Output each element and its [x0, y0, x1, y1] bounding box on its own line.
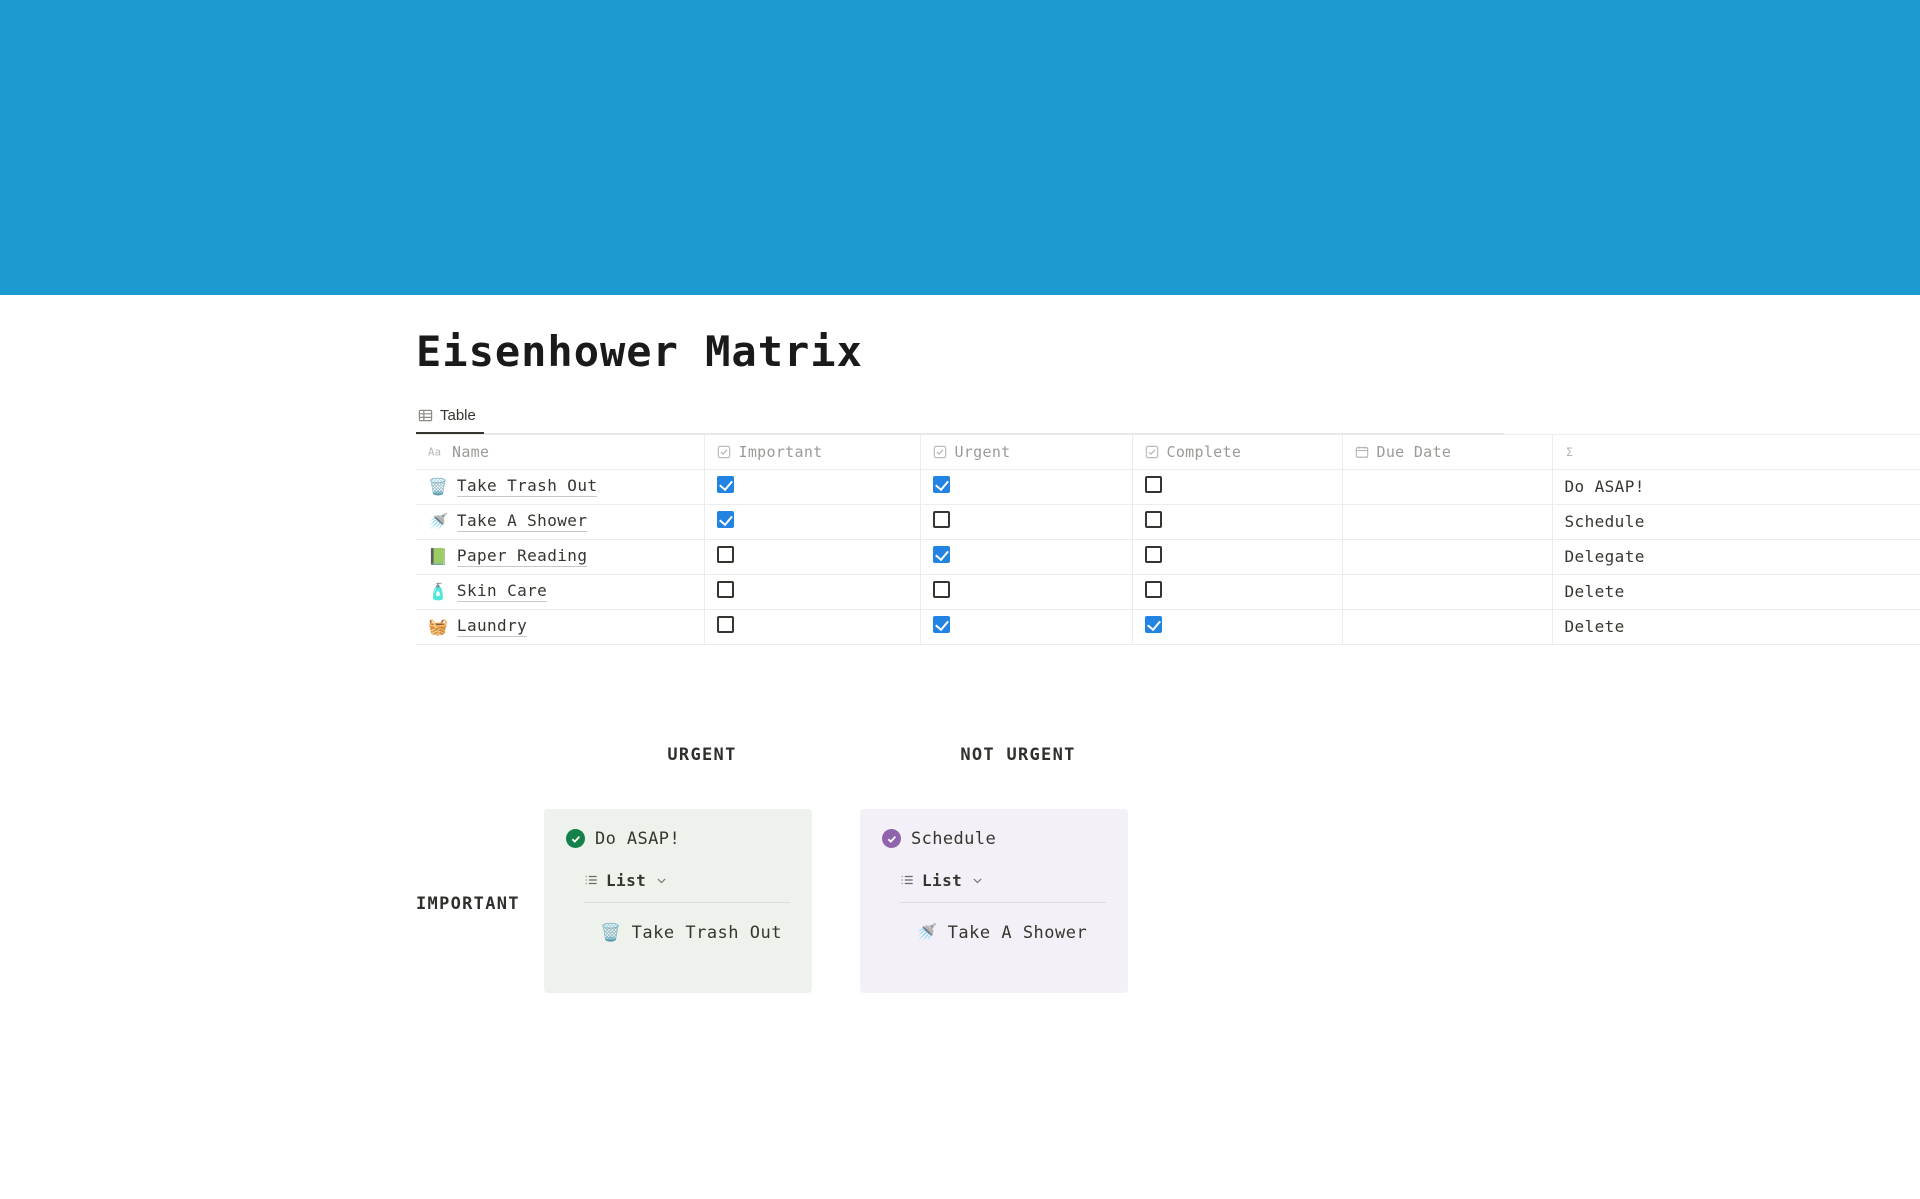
complete-checkbox[interactable] — [1145, 511, 1162, 528]
table-row[interactable] — [416, 539, 1920, 574]
column-header-urgent[interactable] — [920, 434, 1132, 469]
group-label: List — [922, 870, 963, 890]
cell-important[interactable] — [704, 504, 920, 539]
list-item-label: Take A Shower — [947, 922, 1088, 943]
text-aa-icon — [428, 446, 444, 458]
column-header-due-date-label: Due Date — [1376, 442, 1452, 461]
book-emoji-icon: 📗 — [428, 546, 448, 566]
lotion-emoji-icon: 🧴 — [428, 581, 448, 601]
checkbox-icon — [1145, 445, 1159, 459]
quadrant-title: Do ASAP! — [595, 828, 681, 849]
cell-urgent[interactable] — [920, 609, 1132, 644]
matrix-quadrant-schedule — [860, 809, 1128, 993]
cell-due-date[interactable] — [1342, 574, 1552, 609]
trash-emoji-icon: 🗑️ — [428, 476, 448, 496]
column-header-complete[interactable] — [1132, 434, 1342, 469]
complete-checkbox[interactable] — [1145, 581, 1162, 598]
cell-summary[interactable]: Delete — [1552, 574, 1920, 609]
row-title: Paper Reading — [456, 546, 588, 566]
cell-urgent[interactable] — [920, 504, 1132, 539]
table-row[interactable] — [416, 609, 1920, 644]
row-title: Skin Care — [456, 581, 548, 601]
cell-due-date[interactable] — [1342, 539, 1552, 574]
cell-due-date[interactable] — [1342, 504, 1552, 539]
sigma-icon — [1565, 445, 1579, 459]
important-checkbox[interactable] — [717, 546, 734, 563]
cell-important[interactable] — [704, 609, 920, 644]
list-item-label: Take Trash Out — [631, 922, 782, 943]
cell-name[interactable] — [416, 469, 704, 504]
table-row[interactable] — [416, 504, 1920, 539]
eisenhower-matrix — [416, 745, 1916, 993]
page-cover-image — [0, 0, 1920, 295]
cell-complete[interactable] — [1132, 469, 1342, 504]
cell-urgent[interactable] — [920, 574, 1132, 609]
matrix-header-important: IMPORTANT — [416, 893, 520, 914]
important-checkbox[interactable] — [717, 616, 734, 633]
urgent-checkbox[interactable] — [933, 511, 950, 528]
svg-text:Σ: Σ — [1565, 444, 1573, 459]
cell-summary[interactable]: Delete — [1552, 609, 1920, 644]
trash-emoji-icon: 🗑️ — [600, 922, 622, 943]
cell-name[interactable] — [416, 574, 704, 609]
column-header-important[interactable] — [704, 434, 920, 469]
cell-important[interactable] — [704, 469, 920, 504]
complete-checkbox[interactable] — [1145, 546, 1162, 563]
column-header-complete-label: Complete — [1166, 442, 1242, 461]
quadrant-title: Schedule — [911, 828, 997, 849]
cell-complete[interactable] — [1132, 609, 1342, 644]
row-title: Laundry — [456, 616, 528, 636]
column-header-important-label: Important — [738, 442, 823, 461]
shower-emoji-icon: 🚿 — [428, 511, 448, 531]
group-label: List — [606, 870, 647, 890]
tab-table-label: Table — [440, 406, 476, 424]
cell-due-date[interactable] — [1342, 609, 1552, 644]
important-checkbox[interactable] — [717, 581, 734, 598]
tasks-table — [416, 434, 1920, 645]
cell-important[interactable] — [704, 539, 920, 574]
checkbox-icon — [717, 445, 731, 459]
cell-name[interactable] — [416, 504, 704, 539]
cell-summary[interactable]: Schedule — [1552, 504, 1920, 539]
cell-due-date[interactable] — [1342, 469, 1552, 504]
cell-urgent[interactable] — [920, 539, 1132, 574]
checkbox-icon — [933, 445, 947, 459]
table-header-row — [416, 434, 1920, 469]
column-header-urgent-label: Urgent — [954, 442, 1011, 461]
chevron-down-icon[interactable] — [972, 871, 983, 890]
matrix-column-headers — [544, 745, 1916, 765]
cell-important[interactable] — [704, 574, 920, 609]
list-item[interactable] — [916, 923, 1106, 943]
table-row[interactable] — [416, 574, 1920, 609]
cell-complete[interactable] — [1132, 539, 1342, 574]
list-item[interactable] — [600, 923, 790, 943]
column-header-name[interactable] — [416, 434, 704, 469]
shower-emoji-icon: 🚿 — [916, 922, 938, 943]
important-checkbox[interactable] — [717, 511, 734, 528]
database-view-tabs — [416, 400, 1504, 434]
calendar-icon — [1355, 445, 1369, 459]
urgent-checkbox[interactable] — [933, 476, 950, 493]
cell-name[interactable] — [416, 609, 704, 644]
column-header-due-date[interactable] — [1342, 434, 1552, 469]
urgent-checkbox[interactable] — [933, 546, 950, 563]
group-toggle-list[interactable] — [900, 871, 1106, 903]
table-row[interactable] — [416, 469, 1920, 504]
matrix-header-urgent: URGENT — [667, 744, 737, 765]
column-header-summary[interactable] — [1552, 434, 1920, 469]
complete-checkbox[interactable] — [1145, 476, 1162, 493]
complete-checkbox[interactable] — [1145, 616, 1162, 633]
matrix-quadrant-do-asap — [544, 809, 812, 993]
urgent-checkbox[interactable] — [933, 616, 950, 633]
list-icon — [900, 873, 914, 887]
cell-complete[interactable] — [1132, 504, 1342, 539]
cell-summary[interactable]: Delegate — [1552, 539, 1920, 574]
check-circle-icon — [882, 829, 901, 848]
cell-summary[interactable]: Do ASAP! — [1552, 469, 1920, 504]
page-title: Eisenhower Matrix — [416, 327, 863, 376]
basket-emoji-icon: 🧺 — [428, 616, 448, 636]
column-header-name-label: Name — [452, 442, 490, 461]
important-checkbox[interactable] — [717, 476, 734, 493]
row-title: Take Trash Out — [456, 476, 598, 496]
list-icon — [584, 873, 598, 887]
row-title: Take A Shower — [456, 511, 588, 531]
tab-table[interactable] — [416, 407, 484, 434]
cell-name[interactable] — [416, 539, 704, 574]
matrix-header-not-urgent: NOT URGENT — [960, 744, 1076, 765]
cell-urgent[interactable] — [920, 469, 1132, 504]
check-circle-icon — [566, 829, 585, 848]
urgent-checkbox[interactable] — [933, 581, 950, 598]
cell-complete[interactable] — [1132, 574, 1342, 609]
group-toggle-list[interactable] — [584, 871, 790, 903]
svg-text:Aa: Aa — [428, 445, 442, 458]
chevron-down-icon[interactable] — [656, 871, 667, 890]
table-icon — [418, 408, 433, 423]
